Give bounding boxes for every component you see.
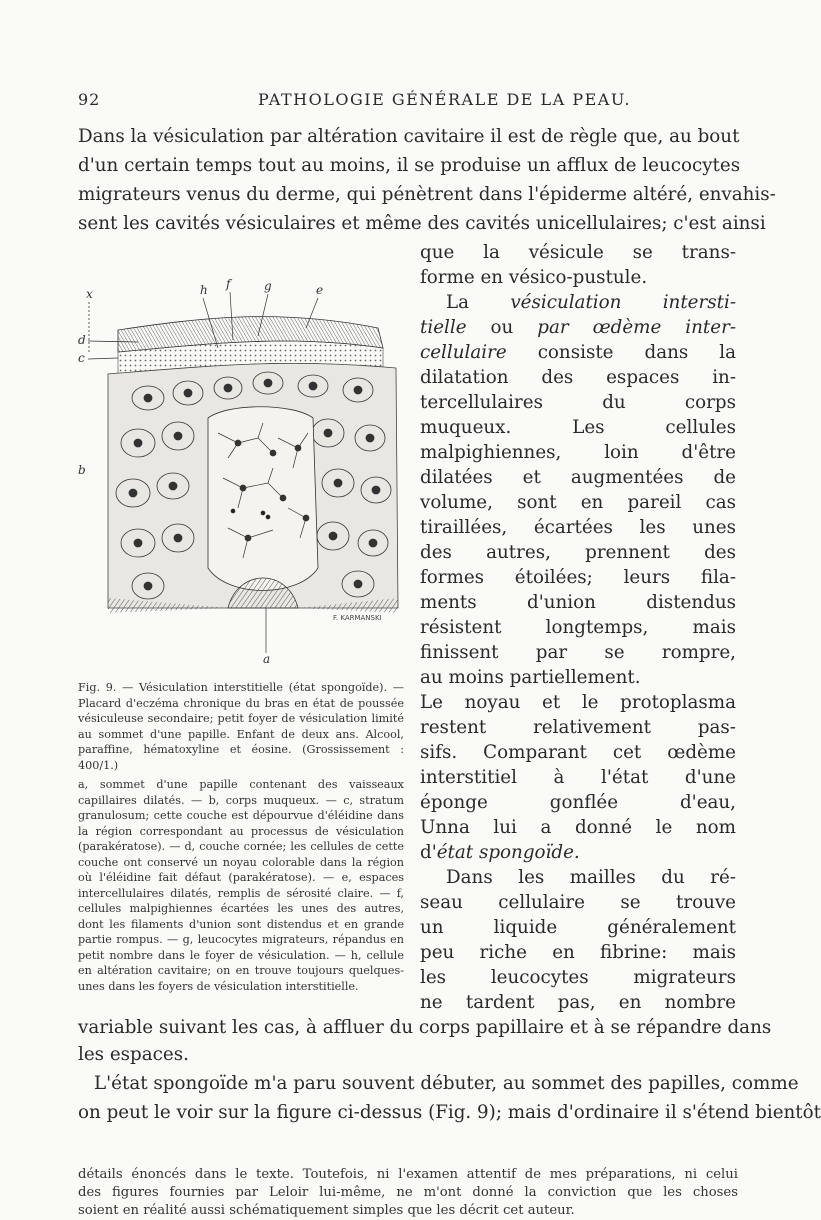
footnote-line: des figures fournies par Leloir lui-même, ne m'ont donné la conviction que les choses: [78, 1185, 738, 1200]
right-line: au moins partiellement.: [420, 667, 641, 688]
right-line: tercellulaires du corps: [420, 392, 736, 413]
right-line: des autres, prennent des: [420, 542, 736, 563]
right-column: [420, 240, 736, 1015]
body-line-continuation-2: les espaces.: [78, 1044, 189, 1065]
label-b: b: [78, 463, 86, 477]
body-line-p2-2: on peut le voir sur la figure ci-dessus (Fig. 9); mais d'ordinaire il s'étend bientôt: [78, 1102, 821, 1123]
right-line: dilatées et augmentées de: [420, 467, 736, 488]
right-line: résistent longtemps, mais: [420, 617, 736, 638]
figure-caption: [78, 680, 404, 994]
label-g: g: [264, 279, 272, 293]
right-line: d'état spongoïde.: [420, 842, 580, 863]
label-e: e: [316, 283, 324, 297]
right-line: éponge gonflée d'eau,: [420, 792, 736, 813]
right-line: forme en vésico-pustule.: [420, 267, 648, 288]
right-line: les leucocytes migrateurs: [420, 967, 736, 988]
right-line: ments d'union distendus: [420, 592, 736, 613]
right-line: Unna lui a donné le nom: [420, 817, 736, 838]
body-line-1: Dans la vésiculation par altération cavitaire il est de règle que, au bout: [78, 126, 740, 147]
right-line: tielle ou par œdème inter-: [420, 317, 737, 338]
right-line: interstitiel à l'état d'une: [420, 767, 736, 788]
right-line: sifs. Comparant cet œdème: [420, 742, 736, 763]
right-line: cellulaire consiste dans la: [420, 342, 736, 363]
right-line: formes étoilées; leurs fila-: [420, 567, 736, 588]
label-h: h: [200, 283, 208, 297]
page-number: 92: [78, 90, 101, 109]
right-line: finissent par se rompre,: [420, 642, 736, 663]
right-line: volume, sont en pareil cas: [420, 492, 736, 513]
right-line: tiraillées, écartées les unes: [420, 517, 736, 538]
body-line-p2-1: L'état spongoïde m'a paru souvent débuter, au sommet des papilles, comme: [94, 1073, 799, 1094]
body-line-2: d'un certain temps tout au moins, il se produise un afflux de leucocytes: [78, 155, 741, 176]
figure-9-illustration: [78, 268, 404, 666]
right-line: Dans les mailles du ré-: [446, 867, 736, 888]
footnote-line: soient en réalité aussi schématiquement simples que les décrit cet auteur.: [78, 1203, 575, 1218]
right-line: un liquide généralement: [420, 917, 736, 938]
label-c: c: [78, 351, 85, 365]
caption-head: Fig. 9. — Vésiculation interstitielle (état spongoïde). — Placard d'eczéma chronique du bras en état de poussée vésiculeuse secondaire; petit foyer de vésiculation limité au sommet d'une papille. Enfant de deux ans. Alcool, paraffine, hématoxyline et éosine. (Grossissement : 400/1.): [78, 681, 404, 772]
right-line: muqueux. Les cellules: [420, 417, 736, 438]
right-line: La vésiculation intersti-: [446, 292, 736, 313]
right-line: que la vésicule se trans-: [420, 242, 736, 263]
body-line-4: sent les cavités vésiculaires et même des cavités unicellulaires; c'est ainsi: [78, 213, 766, 234]
label-x: x: [86, 287, 93, 301]
right-line: ne tardent pas, en nombre: [420, 992, 736, 1013]
spongiotic-focus: [208, 407, 318, 591]
artist-mark: F. KARMANSKI: [333, 614, 382, 622]
footnote-line: détails énoncés dans le texte. Toutefois, ni l'examen attentif de mes préparations, ni celui: [78, 1167, 738, 1182]
running-title: PATHOLOGIE GÉNÉRALE DE LA PEAU.: [258, 90, 631, 109]
right-line: malpighiennes, loin d'être: [420, 442, 736, 463]
histology-engraving: [78, 268, 404, 666]
body-line-continuation-1: variable suivant les cas, à affluer du corps papillaire et à se répandre dans: [78, 1017, 772, 1038]
right-line: dilatation des espaces in-: [420, 367, 736, 388]
body-line-3: migrateurs venus du derme, qui pénètrent dans l'épiderme altéré, envahis-: [78, 184, 776, 205]
label-f: f: [226, 277, 231, 291]
right-line: restent relativement pas-: [420, 717, 736, 738]
label-a: a: [263, 652, 271, 666]
footnote: [78, 1166, 738, 1220]
label-d: d: [78, 333, 86, 347]
right-line: seau cellulaire se trouve: [420, 892, 736, 913]
caption-legend: a, sommet d'une papille contenant des vaisseaux capillaires dilatés. — b, corps muqueux. — c, stratum granulosum; cette couche est dépourvue d'éléidine dans la région correspondant au processus de vésiculation (parakératose). — d, couche cornée; les cellules de cette couche ont conservé un noyau colorable dans la région où l'éléidine fait défaut (parakératose). — e, espaces intercellulaires dilatés, remplis de sérosité claire. — f, cellules malpighiennes écartées les unes des autres, dont les filaments d'union sont distendus et en grande partie rompus. — g, leucocytes migrateurs, répandus en petit nombre dans le foyer de vésiculation. — h, cellule en altération cavitaire; on en trouve toujours quelques-unes dans les foyers de vésiculation interstitielle.: [78, 778, 404, 993]
right-line: peu riche en fibrine: mais: [420, 942, 736, 963]
right-line: Le noyau et le protoplasma: [420, 692, 736, 713]
